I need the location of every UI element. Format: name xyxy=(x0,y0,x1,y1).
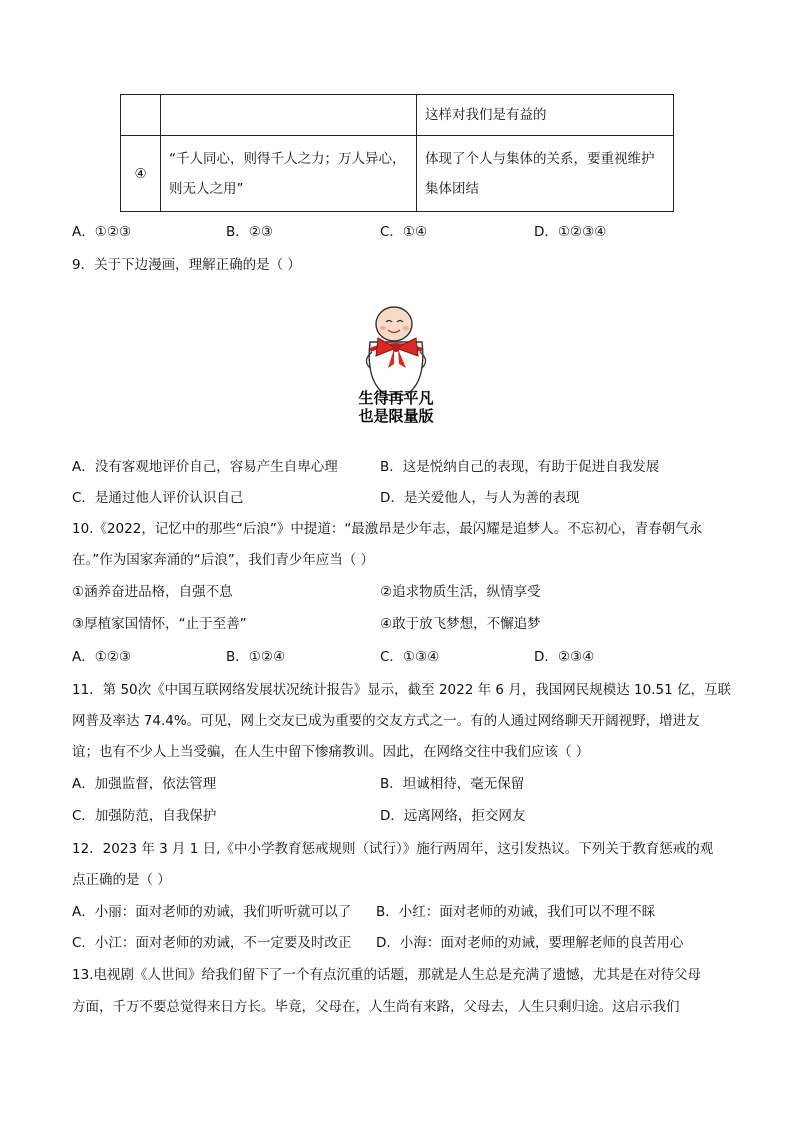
q10-option-b[interactable]: B．①②④ xyxy=(226,649,286,665)
q8-option-b[interactable]: B．②③ xyxy=(226,224,273,240)
table-row xyxy=(121,136,674,212)
q11-stem-line: 谊；也有不少人上当受骗，在人生中留下惨痛教训。因此，在网络交往中我们应该（ ） xyxy=(72,744,590,760)
q11-stem-line: 网普及率达 74.4%。可见，网上交友已成为重要的交友方式之一。有的人通过网络聊天开阔视野，增进友 xyxy=(72,713,700,729)
q8-option-a[interactable]: A．①②③ xyxy=(72,224,132,240)
q9-stem: 9．关于下边漫画，理解正确的是（ ） xyxy=(72,257,301,273)
comic-illustration xyxy=(336,300,456,425)
table-cell-meaning xyxy=(417,136,674,212)
comic-caption-line2: 也是限量版 xyxy=(358,407,434,425)
quote-line: 则无人之用” xyxy=(169,180,244,197)
q12-stem-line: 点正确的是（ ） xyxy=(72,872,171,888)
q10-statement-4: ④敢于放飞梦想，不懈追梦 xyxy=(380,616,541,632)
table-cell-meaning: 这样对我们是有益的 xyxy=(417,95,674,136)
q13-stem-line: 方面，千万不要总觉得来日方长。毕竟，父母在，人生尚有来路，父母去，人生只剩归途。这启示我们 xyxy=(72,999,680,1015)
comic-caption-line1: 生得再平凡 xyxy=(358,389,434,407)
q10-statement-1: ①涵养奋进品格，自强不息 xyxy=(72,584,233,600)
q9-option-a[interactable]: A．没有客观地评价自己，容易产生自卑心理 xyxy=(72,459,338,475)
q9-option-c[interactable]: C．是通过他人评价认识自己 xyxy=(72,490,244,506)
q12-option-a[interactable]: A．小丽：面对老师的劝诫，我们听听就可以了 xyxy=(72,904,352,920)
q13-stem-line: 13.电视剧《人世间》给我们留下了一个有点沉重的话题，那就是人生总是充满了遗憾，尤其是在对待父母 xyxy=(72,967,701,983)
meaning-line: 体现了个人与集体的关系，要重视维护 xyxy=(425,150,655,167)
q11-option-c[interactable]: C．加强防范，自我保护 xyxy=(72,808,217,824)
answer-table xyxy=(120,94,674,212)
q12-option-d[interactable]: D．小海：面对老师的劝诫，要理解老师的良苦用心 xyxy=(376,935,684,951)
q12-option-b[interactable]: B．小红：面对老师的劝诫，我们可以不理不睬 xyxy=(376,904,656,920)
table-cell-quote xyxy=(161,95,417,136)
table-cell-quote xyxy=(161,136,417,212)
q12-stem-line: 12．2023 年 3 月 1 日,《中小学教育惩戒规则（试行）》施行两周年，这引发热议。下列关于教育惩戒的观 xyxy=(72,841,714,857)
q9-option-b[interactable]: B．这是悦纳自己的表现，有助于促进自我发展 xyxy=(380,459,660,475)
q10-option-c[interactable]: C．①③④ xyxy=(380,649,440,665)
q10-statement-3: ③厚植家国情怀，“止于至善” xyxy=(72,616,247,632)
q9-option-d[interactable]: D．是关爱他人，与人为善的表现 xyxy=(380,490,580,506)
q10-option-d[interactable]: D．②③④ xyxy=(534,649,595,665)
q10-stem-line: 在。”作为国家奔涌的“后浪”，我们青少年应当（ ） xyxy=(72,552,375,568)
q12-option-c[interactable]: C．小江：面对老师的劝诫，不一定要及时改正 xyxy=(72,935,352,951)
q11-stem-line: 11．第 50次《中国互联网络发展状况统计报告》显示，截至 2022 年 6 月，我国网民规模达 10.51 亿，互联 xyxy=(72,682,731,698)
q10-statement-2: ②追求物质生活，纵情享受 xyxy=(380,584,541,600)
table-row xyxy=(121,95,674,136)
q11-option-a[interactable]: A．加强监督，依法管理 xyxy=(72,776,217,792)
q11-option-d[interactable]: D．远离网络，拒交网友 xyxy=(380,808,526,824)
quote-line: “千人同心，则得千人之力；万人异心， xyxy=(169,150,406,167)
q10-option-a[interactable]: A．①②③ xyxy=(72,649,132,665)
q8-option-d[interactable]: D．①②③④ xyxy=(534,224,607,240)
q8-option-c[interactable]: C．①④ xyxy=(380,224,428,240)
table-cell-num xyxy=(121,95,161,136)
meaning-line: 集体团结 xyxy=(425,180,479,197)
table-cell-num: ④ xyxy=(121,136,161,212)
q10-stem-line: 10.《2022，记忆中的那些“后浪”》中提道：“最激昂是少年志，最闪耀是追梦人。不忘初心，青春朝气永 xyxy=(72,521,703,537)
q11-option-b[interactable]: B．坦诚相待，毫无保留 xyxy=(380,776,525,792)
